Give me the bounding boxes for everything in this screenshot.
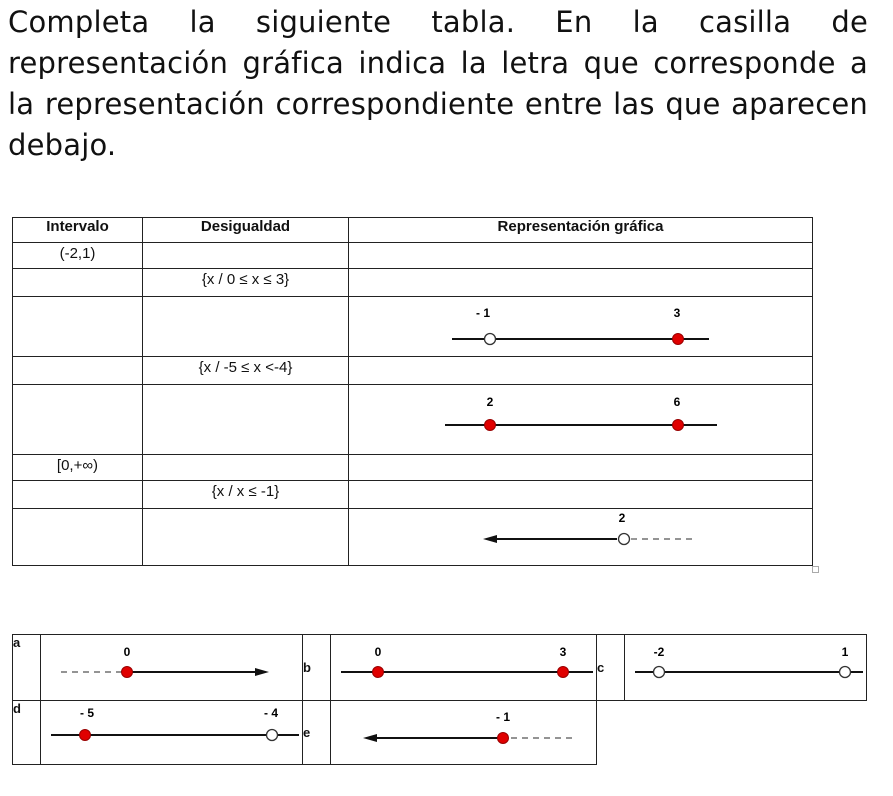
open-point: [654, 667, 665, 678]
graph-cell[interactable]: [349, 357, 813, 385]
interval-cell[interactable]: [13, 481, 143, 509]
header-inequality: Desigualdad: [143, 218, 349, 243]
header-interval: Intervalo: [13, 218, 143, 243]
right-point-label: 6: [673, 395, 681, 409]
header-graph: Representación gráfica: [349, 218, 813, 243]
filled-point: [373, 667, 384, 678]
number-line-graph: [349, 385, 813, 453]
table-row: [13, 269, 813, 297]
number-line-graph: [349, 297, 813, 355]
right-point-label: 1: [841, 645, 849, 659]
instructions-text: Completa la siguiente tabla. En la casilla de representación gráfica indica la letra que corresponde a la representación correspondiente entre las que aparecen debajo.: [8, 5, 868, 162]
inequality-cell[interactable]: [143, 297, 349, 357]
options-table: [12, 634, 867, 765]
left-point-label: - 5: [79, 706, 95, 720]
filled-point: [122, 667, 133, 678]
graph-cell[interactable]: [349, 481, 813, 509]
option-letter: e: [303, 701, 331, 765]
option-graph-a: [41, 635, 303, 701]
inequality-cell[interactable]: [143, 509, 349, 566]
filled-point: [673, 420, 684, 431]
right-point-label: 3: [559, 645, 567, 659]
table-row: [13, 455, 813, 481]
arrow-right-icon: [255, 668, 269, 676]
filled-point: [558, 667, 569, 678]
intervals-table: [12, 217, 813, 566]
filled-point: [673, 334, 684, 345]
table-row: [13, 385, 813, 455]
inequality-cell[interactable]: {x / 0 ≤ x ≤ 3}: [143, 269, 349, 297]
option-graph-b: [331, 635, 597, 701]
table-row: [13, 297, 813, 357]
number-line-graph: [41, 701, 303, 761]
table-row: [13, 481, 813, 509]
table-row: [13, 243, 813, 269]
filled-point: [485, 420, 496, 431]
option-graph-d: [41, 701, 303, 765]
interval-cell[interactable]: [13, 269, 143, 297]
options-row: [13, 701, 867, 765]
option-graph-e: [331, 701, 597, 765]
interval-cell[interactable]: [13, 297, 143, 357]
number-line-graph: [331, 701, 597, 761]
number-line-graph: [331, 635, 597, 697]
open-point: [485, 334, 496, 345]
open-point: [619, 534, 630, 545]
inequality-cell[interactable]: [143, 385, 349, 455]
point-label: 0: [123, 645, 131, 659]
graph-cell[interactable]: [349, 297, 813, 357]
inequality-cell[interactable]: {x / -5 ≤ x <-4}: [143, 357, 349, 385]
option-letter: c: [597, 635, 625, 701]
table-header-row: [13, 218, 813, 243]
table-row: [13, 357, 813, 385]
filled-point: [80, 730, 91, 741]
open-point: [267, 730, 278, 741]
point-label: - 1: [495, 710, 511, 724]
inequality-cell[interactable]: [143, 455, 349, 481]
graph-cell[interactable]: [349, 269, 813, 297]
arrow-left-icon: [483, 535, 497, 543]
left-point-label: -2: [653, 645, 665, 659]
option-letter: a: [13, 635, 41, 701]
interval-cell[interactable]: (-2,1): [13, 243, 143, 269]
interval-cell[interactable]: [13, 357, 143, 385]
left-point-label: 2: [486, 395, 494, 409]
number-line-graph: [625, 635, 867, 697]
table-row: [13, 509, 813, 566]
option-letter: b: [303, 635, 331, 701]
interval-cell[interactable]: [13, 385, 143, 455]
filled-point: [498, 733, 509, 744]
left-point-label: 0: [374, 645, 382, 659]
empty-area: [597, 701, 867, 765]
right-point-label: - 4: [263, 706, 279, 720]
inequality-cell[interactable]: {x / x ≤ -1}: [143, 481, 349, 509]
graph-cell[interactable]: [349, 243, 813, 269]
number-line-graph: [349, 509, 813, 564]
graph-cell[interactable]: [349, 455, 813, 481]
left-point-label: - 1: [475, 306, 491, 320]
interval-cell[interactable]: [0,+∞): [13, 455, 143, 481]
point-label: 2: [618, 511, 626, 525]
inequality-cell[interactable]: [143, 243, 349, 269]
option-letter: d: [13, 701, 41, 765]
open-point: [840, 667, 851, 678]
interval-cell[interactable]: [13, 509, 143, 566]
table-resize-handle: [812, 566, 819, 573]
arrow-left-icon: [363, 734, 377, 742]
graph-cell[interactable]: [349, 385, 813, 455]
option-graph-c: [625, 635, 867, 701]
graph-cell[interactable]: [349, 509, 813, 566]
right-point-label: 3: [673, 306, 681, 320]
number-line-graph: [41, 635, 303, 697]
options-row: [13, 635, 867, 701]
